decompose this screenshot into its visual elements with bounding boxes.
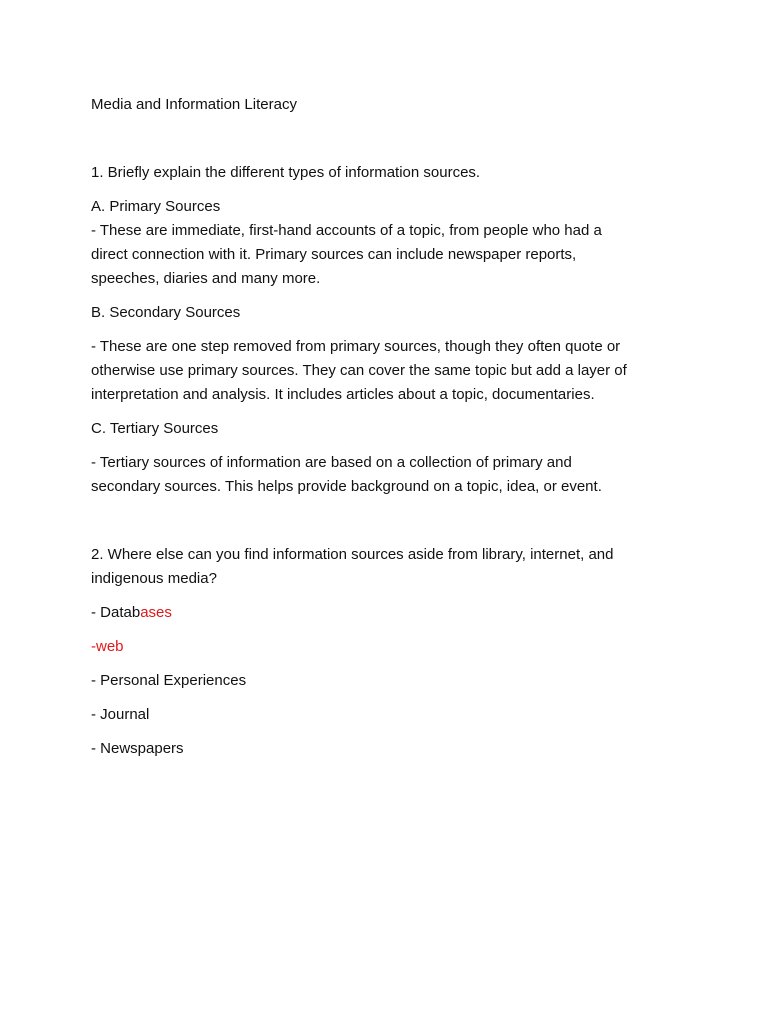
tertiary-sources-heading: C. Tertiary Sources: [91, 420, 219, 437]
document-body: [91, 93, 691, 761]
list-item-databases: [91, 601, 691, 625]
tertiary-sources-line-2: secondary sources. This helps provide background on a topic, idea, or event.: [91, 478, 602, 495]
secondary-sources-heading: B. Secondary Sources: [91, 304, 241, 321]
question-1: 1. Briefly explain the different types of information sources.: [91, 164, 481, 181]
secondary-sources-line-3: interpretation and analysis. It includes articles about a topic, documentaries.: [91, 386, 595, 403]
secondary-sources-line-1: - These are one step removed from primary sources, though they often quote or: [91, 338, 621, 355]
primary-sources-heading: A. Primary Sources: [91, 198, 221, 215]
list-item-web: -web: [91, 638, 124, 655]
primary-sources-line-2: direct connection with it. Primary sources can include newspaper reports,: [91, 246, 577, 263]
document-title: Media and Information Literacy: [91, 96, 297, 113]
list-item-journal: - Journal: [91, 706, 150, 723]
question-2-line-1: 2. Where else can you find information sources aside from library, internet, and: [91, 546, 614, 563]
tertiary-sources-line-1: - Tertiary sources of information are based on a collection of primary and: [91, 454, 572, 471]
list-item-databases-black: - Datab: [91, 604, 141, 621]
primary-sources-line-1: - These are immediate, first-hand accounts of a topic, from people who had a: [91, 222, 602, 239]
primary-sources-line-3: speeches, diaries and many more.: [91, 270, 321, 287]
list-item-newspapers: - Newspapers: [91, 740, 184, 757]
list-item-personal-experiences: - Personal Experiences: [91, 672, 247, 689]
secondary-sources-line-2: otherwise use primary sources. They can cover the same topic but add a layer of: [91, 362, 627, 379]
list-item-databases-red: ases: [140, 604, 172, 621]
question-2-line-2: indigenous media?: [91, 570, 217, 587]
